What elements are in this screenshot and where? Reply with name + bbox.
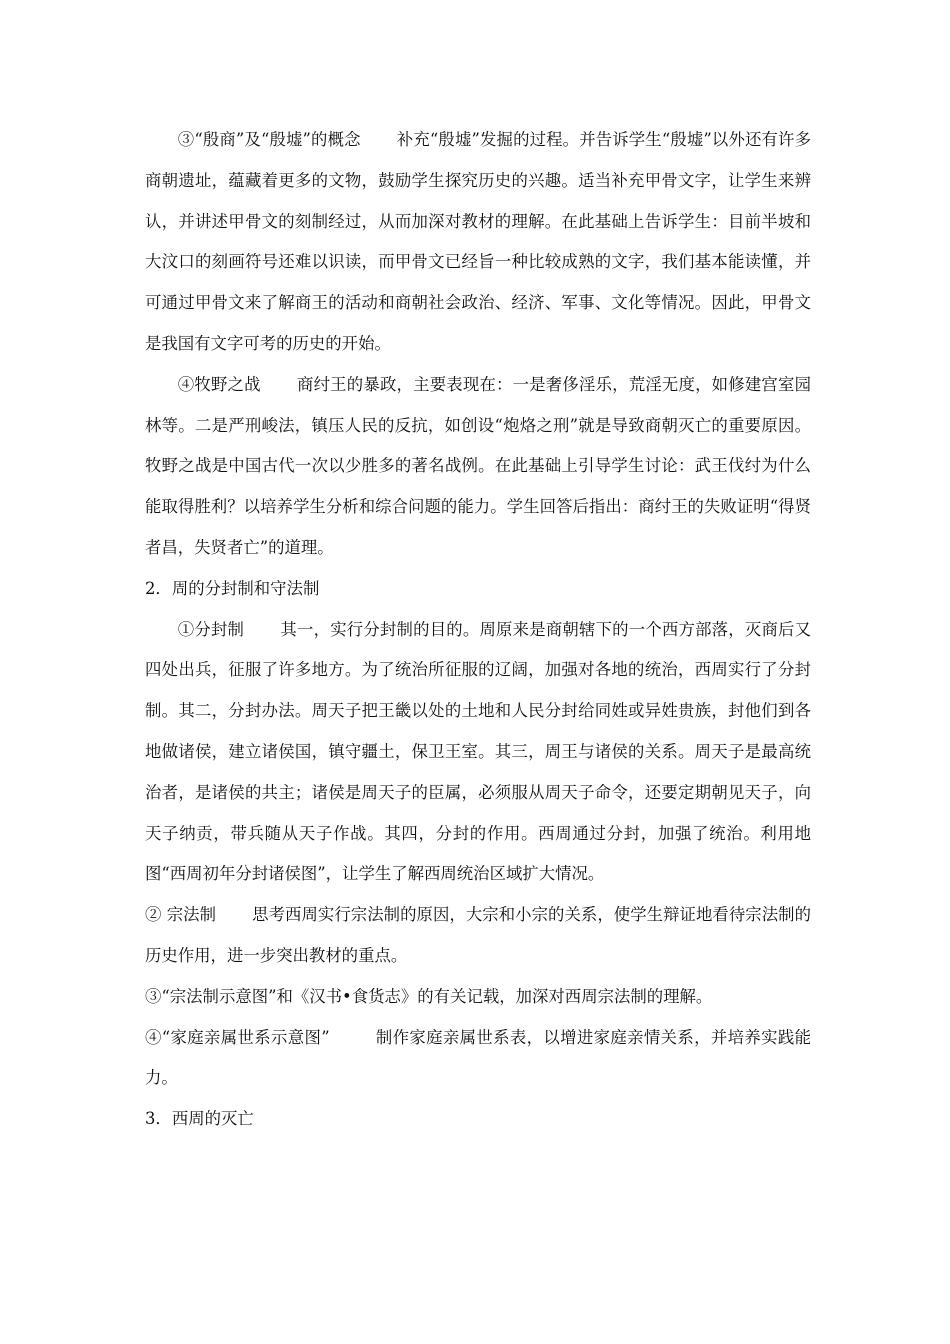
paragraph-label: ①分封制 <box>177 619 245 639</box>
paragraph-text: ③“宗法制示意图”和《汉书•食货志》的有关记载，加深对西周宗法制的理解。 <box>145 986 713 1006</box>
section-heading-2: 2．周的分封制和守法制 <box>145 578 320 598</box>
paragraph-shiyitu <box>145 977 811 1018</box>
paragraph-text: 制作家庭亲属世系表，以增进家庭亲情关系，并培养实践能力。 <box>145 1027 811 1088</box>
paragraph-label: ④牧野之战 <box>177 374 261 394</box>
paragraph-jiating <box>145 1018 811 1100</box>
paragraph-label: ④“家庭亲属世系示意图” <box>145 1027 330 1047</box>
paragraph-fenfeng <box>145 610 811 896</box>
paragraph-label: ③“殷商”及“殷墟”的概念 <box>177 130 361 149</box>
paragraph-label: ② 宗法制 <box>145 905 217 925</box>
document-body <box>145 120 811 1140</box>
paragraph-zongfa <box>145 895 811 977</box>
paragraph-text: 思考西周实行宗法制的原因，大宗和小宗的关系，使学生辩证地看待宗法制的历史作用，进一步突出教材的重点。 <box>145 905 811 965</box>
paragraph-yinshang <box>145 120 811 365</box>
paragraph-text: 商纣王的暴政，主要表现在：一是奢侈淫乐，荒淫无度，如修建宫室园林等。二是严刑峻法，镇压人民的反抗，如创设“炮烙之刑”就是导致商朝灭亡的重要原因。牧野之战是中国古代一次以少胜多的著名战例。在此基础上引导学生讨论：武王伐纣为什么能取得胜利？以培养学生分析和综合问题的能力。学生回答后指出：商纣王的失败证明“得贤者昌，失贤者亡”的道理。 <box>145 374 812 557</box>
paragraph-text: 补充“殷墟”发掘的过程。并告诉学生“殷墟”以外还有许多商朝遗址，蕴藏着更多的文物，鼓励学生探究历史的兴趣。适当补充甲骨文字，让学生来辨认，并讲述甲骨文的刻制经过，从而加深对教材的理解。在此基础上告诉学生：目前半坡和大汶口的刻画符号还难以识读，而甲骨文已经旨一种比较成熟的文字，我们基本能读懂，并可通过甲骨文来了解商王的活动和商朝社会政治、经济、军事、文化等情况。因此，甲骨文是我国有文字可考的历史的开始。 <box>145 130 811 353</box>
paragraph-text: 其一，实行分封制的目的。周原来是商朝辖下的一个西方部落，灭商后又四处出兵，征服了许多地方。为了统治所征服的辽阔，加强对各地的统治，西周实行了分封制。其二，分封办法。周天子把王畿以处的土地和人民分封给同姓或异姓贵族，封他们到各地做诸侯，建立诸侯国，镇守疆土，保卫王室。其三，周王与诸侯的关系。周天子是最高统治者，是诸侯的共主；诸侯是周天子的臣属，必须服从周天子命令，还要定期朝见天子，向天子纳贡，带兵随从天子作战。其四，分封的作用。西周通过分封，加强了统治。利用地图“西周初年分封诸侯图”，让学生了解西周统治区域扩大情况。 <box>145 619 812 884</box>
section-heading-3: 3．西周的灭亡 <box>145 1109 254 1129</box>
paragraph-muye <box>145 365 811 569</box>
